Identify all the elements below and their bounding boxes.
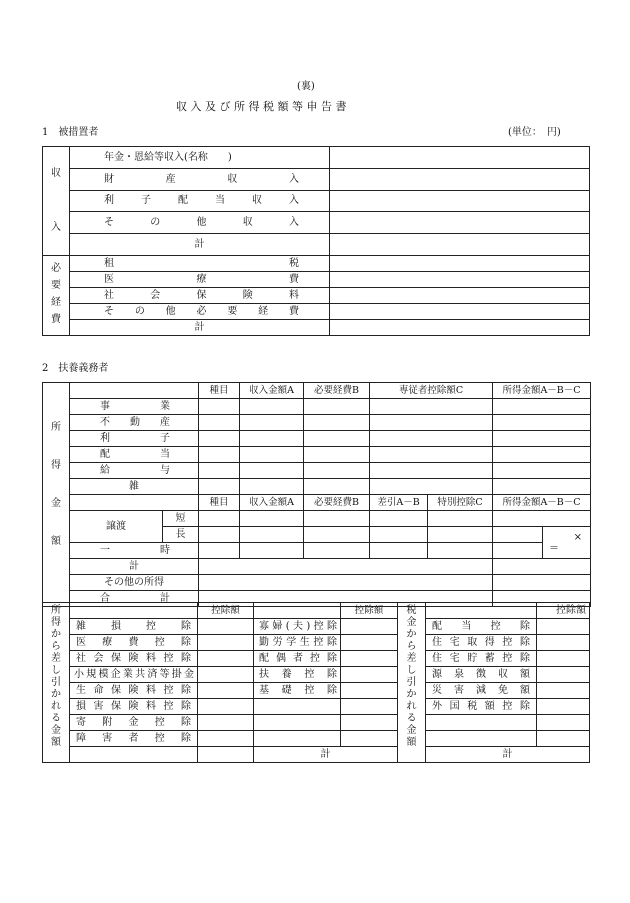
interest-type[interactable] (199, 431, 240, 447)
deduction-header-blank-2 (254, 603, 341, 619)
property-income-cell[interactable] (330, 168, 590, 190)
housing-acquisition-label: 住宅取得控除 (426, 635, 537, 651)
dependent-label: 扶養控除 (254, 667, 341, 683)
casualty-loss-amount[interactable] (198, 619, 254, 635)
tax-deduction-side-label: 税 金 か ら 差 し 引 か れ る 金 額 (398, 603, 426, 763)
pension-amount-cell[interactable] (330, 147, 590, 169)
transfer-long-label: 長 (163, 527, 199, 543)
col3-amount-blank-7[interactable] (537, 715, 590, 731)
disability-label: 障害者控除 (70, 731, 198, 747)
transfer-long-special[interactable] (428, 527, 493, 543)
misc-label: 雑 (70, 479, 199, 495)
equals-sign: ＝ (549, 542, 559, 554)
income-total-cell[interactable] (330, 234, 590, 256)
other-expense-cell[interactable] (330, 304, 590, 320)
col-expense-header-2: 必要経費B (304, 495, 370, 511)
social-insurance-deduction-label: 社会保険料控除 (70, 651, 198, 667)
one-time-type[interactable] (199, 543, 240, 559)
transfer-long-expense[interactable] (304, 527, 370, 543)
pension-row-label: 年金・恩給等収入(名称 ) (70, 147, 330, 169)
salary-income[interactable] (493, 463, 591, 479)
one-time-special[interactable] (428, 543, 493, 559)
social-insurance-cell[interactable] (330, 288, 590, 304)
non-life-insurance-amount[interactable] (198, 699, 254, 715)
real-estate-revenue[interactable] (240, 415, 304, 431)
business-label: 事 業 (70, 399, 199, 415)
medical-deduction-label: 医療費控除 (70, 635, 198, 651)
insured-income-table (42, 146, 590, 336)
col2-amount-blank-6[interactable] (341, 699, 398, 715)
misc-expense[interactable] (304, 479, 370, 495)
withholding-label: 源泉徴収額 (426, 667, 537, 683)
social-insurance-label: 社会保険料 (70, 288, 330, 304)
salary-label: 給 与 (70, 463, 199, 479)
salary-expense[interactable] (304, 463, 370, 479)
col1-sum-amount[interactable] (198, 747, 254, 763)
form-title: 収 入 及 び 所 得 税 額 等 申 告 書 (176, 100, 347, 113)
one-time-diff[interactable] (370, 543, 428, 559)
life-insurance-amount[interactable] (198, 683, 254, 699)
disability-amount[interactable] (198, 731, 254, 747)
interest-dividend-cell[interactable] (330, 190, 590, 212)
medical-expense-cell[interactable] (330, 272, 590, 288)
medical-deduction-amount[interactable] (198, 635, 254, 651)
col-revenue-header: 収入金額A (240, 383, 304, 399)
withholding-amount[interactable] (537, 667, 590, 683)
one-time-expense[interactable] (304, 543, 370, 559)
half-formula-cell (543, 527, 591, 559)
header-blank-1 (70, 383, 199, 399)
business-income[interactable] (493, 399, 591, 415)
housing-savings-amount[interactable] (537, 651, 590, 667)
dividend-income[interactable] (493, 447, 591, 463)
deduction-header-blank-3 (426, 603, 537, 619)
foreign-tax-amount[interactable] (537, 699, 590, 715)
transfer-long-type[interactable] (199, 527, 240, 543)
col2-blank-7 (254, 715, 341, 731)
misc-deduction[interactable] (370, 479, 493, 495)
business-type[interactable] (199, 399, 240, 415)
col-income-header: 所得金額A－B－C (493, 383, 591, 399)
other-income-cell[interactable] (330, 212, 590, 234)
transfer-long-diff[interactable] (370, 527, 428, 543)
income-total-label: 計 (70, 234, 330, 256)
col-special-deduction-header: 特別控除C (428, 495, 493, 511)
col3-blank-7 (426, 715, 537, 731)
col-revenue-header-2: 収入金額A (240, 495, 304, 511)
business-revenue[interactable] (240, 399, 304, 415)
non-life-insurance-label: 損害保険料控除 (70, 699, 198, 715)
misc-revenue[interactable] (240, 479, 304, 495)
small-business-mutual-label: 小規模企業共済等掛金 (70, 667, 198, 683)
col-difference-header: 差引A－B (370, 495, 428, 511)
interest-dividend-label: 利子配当収入 (70, 190, 330, 212)
interest-income[interactable] (493, 431, 591, 447)
transfer-short-special[interactable] (428, 511, 493, 527)
col1-sum-blank (70, 747, 198, 763)
income-side-label-2: 所 得 金 額 (43, 383, 70, 607)
dividend-deduction[interactable] (370, 447, 493, 463)
widow-amount[interactable] (341, 619, 398, 635)
transfer-short-label: 短 (163, 511, 199, 527)
transfer-short-income[interactable] (493, 511, 591, 527)
transfer-long-income[interactable] (493, 527, 543, 543)
unit-label: (単位： 円) (508, 127, 561, 138)
real-estate-label: 不動産 (70, 415, 199, 431)
dividend-label: 配 当 (70, 447, 199, 463)
col-type-header-2: 種目 (199, 495, 240, 511)
salary-revenue[interactable] (240, 463, 304, 479)
expense-total-label: 計 (70, 320, 330, 336)
subtotal-income[interactable] (493, 559, 591, 575)
expense-side-label: 必 要 経 費 (43, 256, 70, 336)
times-sign: × (573, 531, 582, 543)
reverse-side-mark: (裏) (297, 81, 315, 92)
transfer-short-type[interactable] (199, 511, 240, 527)
dividend-revenue[interactable] (240, 447, 304, 463)
interest-label: 利 子 (70, 431, 199, 447)
other-income-income[interactable] (493, 575, 591, 591)
working-student-amount[interactable] (341, 635, 398, 651)
col-expense-header: 必要経費B (304, 383, 370, 399)
col-type-header: 種目 (199, 383, 240, 399)
transfer-short-expense[interactable] (304, 511, 370, 527)
property-income-label: 財 産 収 入 (70, 168, 330, 190)
transfer-label: 譲渡 (70, 511, 163, 543)
tax-expense-label: 租 税 (70, 256, 330, 272)
dividend-credit-amount[interactable] (537, 619, 590, 635)
foreign-tax-label: 外国税額控除 (426, 699, 537, 715)
income-deduction-sum-label: 計 (254, 747, 398, 763)
spouse-label: 配偶者控除 (254, 651, 341, 667)
subtotal-blank (199, 559, 493, 575)
section-1-title: 1 被措置者 (42, 127, 99, 138)
other-expense-label: その他必要経費 (70, 304, 330, 320)
misc-type[interactable] (199, 479, 240, 495)
real-estate-income[interactable] (493, 415, 591, 431)
working-student-label: 勤労学生控除 (254, 635, 341, 651)
grand-total-label: 合 計 (70, 591, 199, 607)
deduction-table (42, 602, 590, 763)
subtotal-label: 計 (70, 559, 199, 575)
interest-expense[interactable] (304, 431, 370, 447)
real-estate-expense[interactable] (304, 415, 370, 431)
one-time-revenue[interactable] (240, 543, 304, 559)
real-estate-type[interactable] (199, 415, 240, 431)
basic-label: 基礎控除 (254, 683, 341, 699)
transfer-short-diff[interactable] (370, 511, 428, 527)
social-insurance-deduction-amount[interactable] (198, 651, 254, 667)
business-expense[interactable] (304, 399, 370, 415)
header-blank-2 (70, 495, 199, 511)
misc-income[interactable] (493, 479, 591, 495)
dividend-expense[interactable] (304, 447, 370, 463)
disaster-relief-amount[interactable] (537, 683, 590, 699)
housing-acquisition-amount[interactable] (537, 635, 590, 651)
medical-expense-label: 医 療 費 (70, 272, 330, 288)
small-business-mutual-amount[interactable] (198, 667, 254, 683)
disaster-relief-label: 災害減免額 (426, 683, 537, 699)
housing-savings-label: 住宅貯蓄控除 (426, 651, 537, 667)
col3-amount-blank-8[interactable] (537, 731, 590, 747)
spouse-amount[interactable] (341, 651, 398, 667)
tax-expense-cell[interactable] (330, 256, 590, 272)
col2-blank-8 (254, 731, 341, 747)
widow-label: 寡婦(夫)控除 (254, 619, 341, 635)
dividend-credit-label: 配当控除 (426, 619, 537, 635)
other-income-blank (199, 575, 493, 591)
dividend-type[interactable] (199, 447, 240, 463)
section-2-title: 2 扶養義務者 (42, 363, 109, 374)
col2-blank-6 (254, 699, 341, 715)
col-income-header-2: 所得金額A－B－C (493, 495, 591, 511)
real-estate-deduction[interactable] (370, 415, 493, 431)
life-insurance-label: 生命保険料控除 (70, 683, 198, 699)
interest-deduction[interactable] (370, 431, 493, 447)
deduction-amount-header-3: 控除額 (537, 603, 590, 619)
one-time-income[interactable] (493, 543, 543, 559)
transfer-short-revenue[interactable] (240, 511, 304, 527)
donation-label: 寄附金控除 (70, 715, 198, 731)
col2-amount-blank-7[interactable] (341, 715, 398, 731)
col3-blank-8 (426, 731, 537, 747)
income-side-label: 収 入 (43, 147, 70, 256)
casualty-loss-label: 雑損控除 (70, 619, 198, 635)
deduction-amount-header-2: 控除額 (341, 603, 398, 619)
deduction-amount-header-1: 控除額 (198, 603, 254, 619)
one-time-label: 一 時 (70, 543, 199, 559)
salary-deduction[interactable] (370, 463, 493, 479)
income-deduction-side-label: 所 得 か ら 差 し 引 か れ る 金 額 (43, 603, 70, 763)
interest-revenue[interactable] (240, 431, 304, 447)
col-dependent-deduction-header: 専従者控除額C (370, 383, 493, 399)
business-deduction[interactable] (370, 399, 493, 415)
tax-deduction-sum-label: 計 (426, 747, 590, 763)
donation-amount[interactable] (198, 715, 254, 731)
transfer-long-revenue[interactable] (240, 527, 304, 543)
expense-total-cell[interactable] (330, 320, 590, 336)
dependent-amount[interactable] (341, 667, 398, 683)
col2-amount-blank-8[interactable] (341, 731, 398, 747)
salary-type[interactable] (199, 463, 240, 479)
other-income-label-2: その他の所得 (70, 575, 199, 591)
basic-amount[interactable] (341, 683, 398, 699)
other-income-label: その他収入 (70, 212, 330, 234)
income-amount-table (42, 382, 591, 607)
deduction-header-blank-1 (70, 603, 198, 619)
